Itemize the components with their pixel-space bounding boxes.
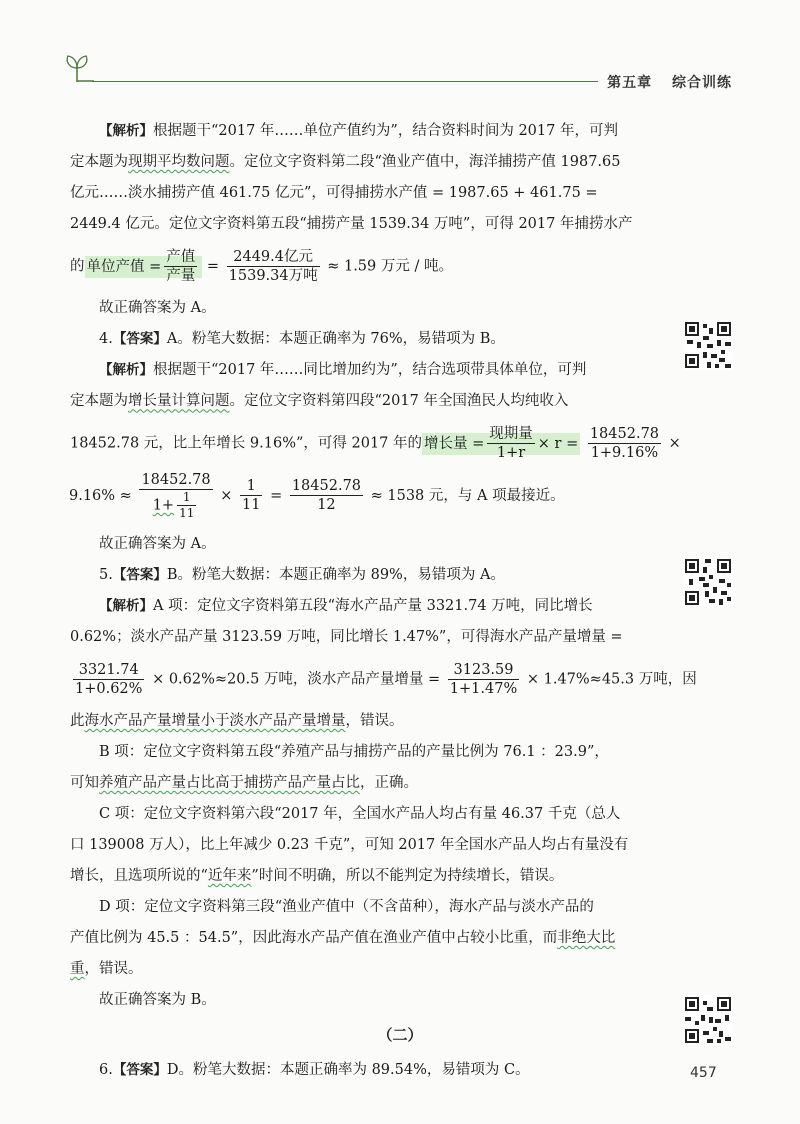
denominator: 12	[317, 497, 336, 514]
denominator	[139, 490, 212, 521]
emphasis: 增长量计算问题	[128, 393, 230, 410]
qr-code-icon[interactable]	[683, 995, 733, 1045]
numerator: 1	[177, 490, 196, 506]
denominator: 1+r	[496, 445, 526, 462]
q5-answer-line	[70, 560, 730, 591]
text: ”时间不明确，所以不能判定为持续增长，错误。	[251, 867, 564, 884]
text: 9.16% ≈	[69, 487, 132, 504]
text: D。粉笔大数据：本题正确率为 89.54%，易错项为 C。	[166, 1061, 530, 1078]
text: 18452.78 元，比上年增长 9.16%”，可得 2017 年的	[70, 435, 422, 452]
q5-b-line-1: B 项：定位文字资料第五段“养殖产品与捕捞产品的产量比例为 76.1 ：23.9”，	[99, 743, 609, 760]
q3-line-2	[70, 147, 730, 178]
page-number: 457	[690, 1065, 717, 1081]
numerator: 3123.59	[448, 661, 519, 680]
numerator: 18452.78	[588, 425, 661, 444]
numerator: 产值	[164, 248, 197, 267]
fraction	[588, 425, 661, 462]
text: 1+	[152, 497, 175, 514]
q5-c-line-3	[70, 861, 730, 892]
q5-c-line-2: 口 139008 万人），比上年减少 0.23 千克”，可知 2017 年全国水产品人均占有量没有	[70, 836, 629, 853]
numerator: 2449.4亿元	[227, 248, 320, 267]
formula-label: 单位产值 =	[86, 258, 162, 275]
text: ，错误。	[84, 960, 143, 977]
qr-code-icon[interactable]	[683, 557, 733, 607]
denominator: 1+0.62%	[75, 680, 143, 697]
answer-tag: 【答案】	[112, 331, 167, 348]
q5-a-line-1	[70, 591, 730, 622]
formula-highlight	[85, 249, 203, 285]
emphasis: 养殖产品产量占比高于捕捞产品产量占比	[99, 774, 360, 791]
q5-a-line-4	[70, 706, 730, 737]
text: 根据题干“2017 年……同比增加约为”，结合选项带具体单位，可判	[153, 362, 587, 379]
denominator: 产量	[166, 268, 196, 285]
qr-code-icon[interactable]	[683, 320, 733, 370]
formula-label: 增长量 =	[424, 435, 485, 452]
chapter-title: 综合训练	[672, 75, 732, 91]
equals: =	[206, 258, 220, 275]
numerator: 现期量	[487, 425, 535, 444]
q4-line-1	[70, 355, 730, 386]
q5-d-line-1: D 项：定位文字资料第三段“渔业产值中（不含苗种），海水产品与淡水产品的	[99, 898, 594, 915]
q5-c-line-1: C 项：定位文字资料第六段“2017 年，全国水产品人均占有量 46.37 千克（总人	[99, 805, 621, 822]
denominator: 1539.34万吨	[228, 268, 318, 285]
operator: × r =	[537, 435, 579, 452]
q3-answer: 故正确答案为 A。	[99, 300, 216, 317]
answer-tag: 【答案】	[112, 1061, 167, 1078]
text: B。粉笔大数据：本题正确率为 89%，易错项为 A。	[166, 566, 505, 583]
question-number: 5.	[99, 566, 113, 583]
text: 产值比例为 45.5 ：54.5”，因此海水产品产值在渔业产值中占较小比重，而	[70, 929, 558, 946]
fraction	[240, 477, 262, 514]
fraction	[487, 425, 535, 462]
text: × 0.62%≈20.5 万吨，淡水产品产量增量 =	[152, 671, 441, 688]
emphasis: 近年来	[207, 867, 252, 884]
q4-answer: 故正确答案为 A。	[99, 535, 216, 552]
text: 的	[70, 258, 85, 275]
q4-formula-2	[69, 471, 730, 521]
fraction	[73, 661, 144, 698]
text: 。定位文字资料第二段“渔业产值中，海洋捕捞产值 1987.65	[229, 154, 621, 170]
text: A。粉笔大数据：本题正确率为 76%，易错项为 B。	[166, 331, 505, 348]
operator: ×	[220, 487, 233, 504]
q5-b-line-2	[70, 768, 730, 799]
emphasis: 海水产品产量增量小于淡水产品产量增量	[84, 712, 346, 729]
text: 此	[70, 712, 85, 729]
fraction	[177, 490, 196, 521]
numerator: 3321.74	[73, 661, 144, 680]
sprout-icon	[60, 52, 94, 84]
q3-line-4: 2449.4 亿元。定位文字资料第五段“捕捞产量 1539.34 万吨”，可得 2017 年捕捞水产	[70, 216, 633, 232]
equals: =	[270, 487, 283, 504]
denominator: 11	[242, 497, 261, 514]
emphasis: 现期平均数问题	[128, 154, 230, 170]
chapter-label: 第五章	[607, 75, 653, 91]
fraction	[227, 248, 320, 285]
result: ≈ 1538 元，与 A 项最接近。	[370, 487, 565, 504]
q5-d-line-2	[70, 923, 730, 954]
numerator: 18452.78	[139, 471, 212, 490]
fraction	[164, 248, 197, 285]
page-body	[70, 116, 730, 1086]
q5-answer: 故正确答案为 B。	[99, 991, 216, 1008]
analysis-tag: 【解析】	[99, 123, 153, 139]
emphasis: 重	[70, 960, 85, 977]
fraction	[290, 477, 363, 514]
text: ，正确。	[360, 774, 418, 791]
text: 。定位文字资料第四段“2017 年全国渔民人均纯收入	[229, 393, 569, 410]
numerator: 1	[240, 477, 262, 496]
question-number: 4.	[99, 331, 113, 348]
q5-d-line-3	[70, 954, 730, 985]
q3-line-1	[70, 116, 730, 147]
q3-line-3: 亿元……淡水捕捞产值 461.75 亿元”，可得捕捞水产值 = 1987.65 + 461.75 =	[70, 185, 598, 201]
text: A 项：定位文字资料第五段“海水产品产量 3321.74 万吨，同比增长	[153, 597, 593, 614]
text: ，错误。	[345, 712, 404, 729]
fraction	[139, 471, 212, 521]
emphasis: 非绝大比	[557, 929, 616, 946]
q3-formula	[70, 248, 730, 285]
denominator: 11	[179, 505, 195, 520]
analysis-tag: 【解析】	[99, 597, 153, 614]
question-number: 6.	[99, 1061, 113, 1078]
q4-answer-line	[70, 324, 730, 355]
text: 根据题干“2017 年……单位产值约为”，结合资料时间为 2017 年，可判	[153, 123, 618, 139]
formula-highlight	[422, 426, 580, 462]
q4-formula-1	[70, 425, 730, 462]
q6-answer-line	[70, 1055, 730, 1086]
text: 定本题为	[70, 393, 128, 410]
numerator: 18452.78	[290, 477, 363, 496]
q5-a-line-2: 0.62%；淡水产品产量 3123.59 万吨，同比增长 1.47%”，可得海水产品产量增量 =	[70, 628, 623, 645]
text: 增长，且选项所说的“	[70, 867, 208, 884]
answer-tag: 【答案】	[112, 566, 167, 583]
operator: ×	[668, 435, 681, 452]
denominator: 1+1.47%	[449, 680, 518, 697]
text: 可知	[70, 774, 99, 791]
denominator: 1+9.16%	[590, 445, 659, 462]
q4-line-2	[70, 386, 730, 417]
q5-a-formula	[70, 661, 730, 698]
running-header	[593, 72, 732, 92]
analysis-tag: 【解析】	[99, 362, 153, 379]
result: ≈ 1.59 万元 / 吨。	[327, 258, 453, 275]
header-rule	[92, 81, 598, 82]
section-heading: （二）	[377, 1025, 423, 1044]
fraction	[448, 661, 519, 698]
text: × 1.47%≈45.3 万吨，因	[526, 671, 697, 688]
text: 定本题为	[70, 154, 128, 170]
